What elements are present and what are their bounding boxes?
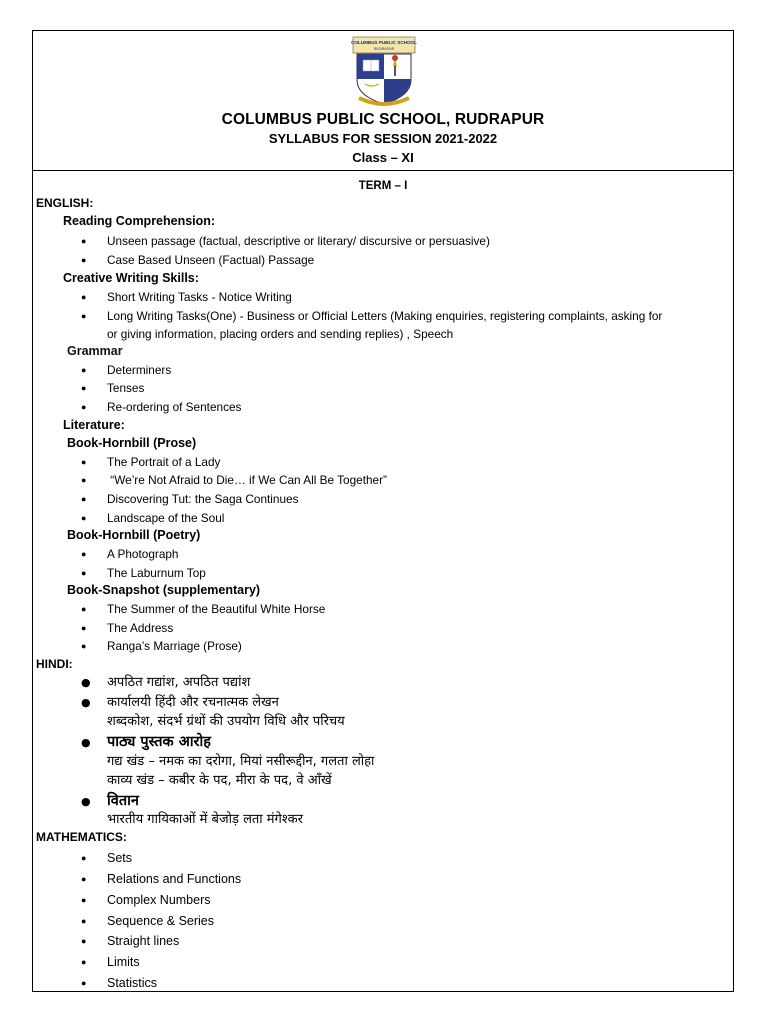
list-item: ● The Summer of the Beautiful White Horse xyxy=(81,602,326,616)
bullet-icon: ● xyxy=(81,292,87,302)
hindi-heading: HINDI: xyxy=(36,657,73,671)
document-page xyxy=(32,30,734,992)
bullet-icon: ● xyxy=(81,568,87,578)
list-item: ● वितान xyxy=(81,793,139,809)
bullet-icon: ● xyxy=(81,623,87,633)
list-item: ● Landscape of the Soul xyxy=(81,511,225,525)
bullet-icon: ● xyxy=(81,549,87,559)
list-item: ● The Address xyxy=(81,621,174,635)
bullet-icon: ● xyxy=(81,957,87,967)
list-item-continuation: भारतीय गायिकाओं में बेजोड़ लता मंगेश्कर xyxy=(107,812,303,827)
logo-text-sub: RUDRAPUR xyxy=(373,47,395,51)
term-heading: TERM – I xyxy=(358,180,408,192)
list-item: ● The Portrait of a Lady xyxy=(81,455,221,469)
grammar-heading: Grammar xyxy=(67,344,123,358)
english-heading: ENGLISH: xyxy=(36,196,94,210)
bullet-icon: ● xyxy=(81,457,87,467)
list-item: ● कार्यालयी हिंदी और रचनात्मक लेखन xyxy=(81,695,279,710)
syllabus-title: SYLLABUS FOR SESSION 2021-2022 xyxy=(268,131,498,146)
bullet-icon: ● xyxy=(81,475,87,485)
bullet-icon: ● xyxy=(81,795,91,808)
list-item: ● Tenses xyxy=(81,381,145,395)
list-item: ● पाठ्य पुस्तक आरोह xyxy=(81,734,211,750)
bullet-icon: ● xyxy=(81,641,87,651)
reading-comprehension-heading: Reading Comprehension: xyxy=(63,214,216,228)
list-item: ● Straight lines xyxy=(81,934,180,948)
bullet-icon: ● xyxy=(81,604,87,614)
list-item-continuation: काव्य खंड – कबीर के पद, मीरा के पद, वे आँखें xyxy=(107,773,332,788)
bullet-icon: ● xyxy=(81,736,91,749)
class-label: Class – XI xyxy=(352,150,414,165)
bullet-icon: ● xyxy=(81,513,87,523)
list-item: ● Sets xyxy=(81,851,133,865)
bullet-icon: ● xyxy=(81,402,87,412)
bullet-icon: ● xyxy=(81,916,87,926)
list-item: ● Sequence & Series xyxy=(81,914,215,928)
document-header xyxy=(33,31,733,171)
bullet-icon: ● xyxy=(81,311,87,321)
snapshot-heading: Book-Snapshot (supplementary) xyxy=(67,583,261,597)
logo-text-top: COLUMBUS PUBLIC SCHOOL xyxy=(351,40,417,45)
bullet-icon: ● xyxy=(81,676,91,689)
literature-heading: Literature: xyxy=(63,418,125,432)
list-item: ● Ranga’s Marriage (Prose) xyxy=(81,639,242,653)
school-name: COLUMBUS PUBLIC SCHOOL, RUDRAPUR xyxy=(221,111,545,128)
bullet-icon: ● xyxy=(81,236,87,246)
hornbill-poetry-heading: Book-Hornbill (Poetry) xyxy=(67,528,201,542)
list-item: ● Discovering Tut: the Saga Continues xyxy=(81,492,299,506)
bullet-icon: ● xyxy=(81,255,87,265)
bullet-icon: ● xyxy=(81,383,87,393)
list-item: ● Relations and Functions xyxy=(81,872,242,886)
hornbill-prose-heading: Book-Hornbill (Prose) xyxy=(67,436,197,450)
school-crest-logo xyxy=(351,36,417,108)
bullet-icon: ● xyxy=(81,874,87,884)
list-item: ● Determiners xyxy=(81,363,172,377)
list-item: ● Case Based Unseen (Factual) Passage xyxy=(81,253,315,267)
list-item-continuation: गद्य खंड – नमक का दरोगा, मियां नसीरूद्दीन, गलता लोहा xyxy=(107,754,375,769)
list-item: ● Long Writing Tasks(One) - Business or Official Letters (Making enquiries, registering complaints, asking for xyxy=(81,309,663,323)
list-item: ● Complex Numbers xyxy=(81,893,211,907)
list-item: ● A Photograph xyxy=(81,547,179,561)
list-item-continuation: शब्दकोश, संदर्भ ग्रंथों की उपयोग विधि और परिचय xyxy=(107,714,345,729)
list-item: ● अपठित गद्यांश, अपठित पद्यांश xyxy=(81,675,251,690)
bullet-icon: ● xyxy=(81,365,87,375)
bullet-icon: ● xyxy=(81,853,87,863)
list-item-continuation: or giving information, placing orders and sending replies) , Speech xyxy=(107,327,454,341)
bullet-icon: ● xyxy=(81,978,87,988)
list-item: ● “We’re Not Afraid to Die… if We Can All Be Together” xyxy=(81,473,387,487)
bullet-icon: ● xyxy=(81,895,87,905)
creative-writing-heading: Creative Writing Skills: xyxy=(63,271,199,285)
list-item: ● The Laburnum Top xyxy=(81,566,206,580)
list-item: ● Limits xyxy=(81,955,140,969)
mathematics-heading: MATHEMATICS: xyxy=(36,830,127,844)
list-item: ● Short Writing Tasks - Notice Writing xyxy=(81,290,292,304)
list-item: ● Re-ordering of Sentences xyxy=(81,400,242,414)
bullet-icon: ● xyxy=(81,936,87,946)
bullet-icon: ● xyxy=(81,494,87,504)
bullet-icon: ● xyxy=(81,696,91,709)
list-item: ● Statistics xyxy=(81,976,158,990)
list-item: ● Unseen passage (factual, descriptive or literary/ discursive or persuasive) xyxy=(81,234,490,248)
